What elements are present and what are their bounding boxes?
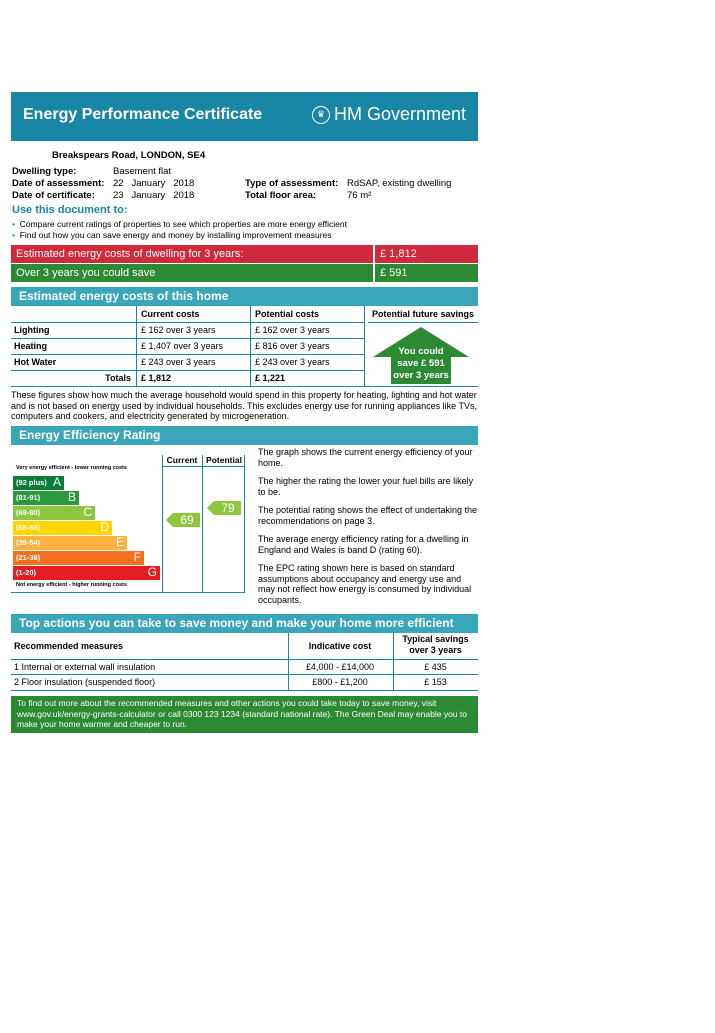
costs-note: These figures show how much the average household would spend in this property for heating, lighting and hot water and is not based on energy used by individual households. This excludes energy use for running appliances like TVs, computers and cookers, and electricity generated by microgeneration.: [11, 390, 477, 421]
rating-paragraph: The EPC rating shown here is based on standard assumptions about occupancy and energy use and may not reflect how energy is consumed by individual occupants.: [258, 563, 472, 605]
current-rating-value: 69: [180, 513, 194, 527]
measure-2-saving: £ 153: [424, 677, 447, 687]
chart-divider: [162, 466, 245, 467]
could-save-label: Over 3 years you could save: [16, 267, 156, 279]
hot-water-potential: £ 243 over 3 years: [255, 357, 330, 367]
actions-table: [11, 633, 478, 691]
rating-paragraph: The higher the rating the lower your fuel bills are likely to be.: [258, 476, 474, 497]
band-letter: G: [147, 565, 157, 579]
totals-current: £ 1,812: [141, 373, 172, 383]
savings-line: save £ 591: [397, 358, 445, 369]
column-potential: Potential: [206, 455, 242, 465]
band-letter: F: [133, 550, 141, 564]
bottom-efficiency-note: Not energy efficient - higher running costs: [16, 582, 127, 588]
rating-paragraph: The average energy efficiency rating for a dwelling in England and Wales is band D (rating 60).: [258, 534, 469, 555]
rating-section-heading: Energy Efficiency Rating: [11, 426, 478, 445]
measure-1-cost: £4,000 - £14,000: [305, 662, 375, 672]
use-document-heading: Use this document to:: [12, 204, 128, 216]
band-letter: C: [83, 505, 92, 519]
measure-1-saving: £ 435: [424, 662, 447, 672]
lighting-potential: £ 162 over 3 years: [255, 325, 330, 335]
hm-government-logo: [312, 104, 466, 125]
floor-area-label: Total floor area:: [245, 190, 317, 201]
rating-band-c: [13, 506, 95, 520]
use-document-list: [12, 219, 347, 241]
band-range: (39-54): [16, 538, 41, 547]
rating-band-e: [13, 536, 127, 550]
heating-potential: £ 816 over 3 years: [255, 341, 330, 351]
totals-label: Totals: [105, 373, 131, 383]
rating-band-d: [13, 521, 112, 535]
actions-section-heading: Top actions you can take to save money and make your home more efficient: [11, 614, 478, 633]
assessment-type-label: Type of assessment:: [245, 178, 339, 189]
table-divider: [368, 322, 478, 323]
table-divider: [393, 633, 394, 690]
assessment-date-value: 22 January 2018: [113, 178, 195, 189]
measure-2: 2 Floor insulation (suspended floor): [14, 677, 156, 687]
table-divider: [136, 306, 137, 386]
heating-current: £ 1,407 over 3 years: [141, 341, 224, 351]
top-efficiency-note: Very energy efficient - lower running costs: [16, 465, 127, 471]
header-current-costs: Current costs: [141, 309, 200, 319]
band-range: (1-20): [16, 568, 37, 577]
dwelling-type-label: Dwelling type:: [12, 166, 77, 177]
estimated-cost-value: £ 1,812: [375, 245, 478, 263]
header-recommended-measures: Recommended measures: [14, 641, 124, 651]
row-label-hot-water: Hot Water: [14, 357, 57, 367]
assessment-type-value: RdSAP, existing dwelling: [347, 178, 452, 189]
row-label-heating: Heating: [14, 341, 48, 351]
band-range: (21-38): [16, 553, 41, 562]
band-letter: E: [115, 535, 124, 549]
column-current: Current: [166, 455, 198, 465]
logo-text: HM Government: [333, 104, 466, 124]
table-divider: [11, 370, 364, 371]
chart-divider: [11, 592, 245, 593]
table-divider: [11, 338, 364, 339]
header-indicative-cost: Indicative cost: [308, 641, 372, 651]
table-divider: [250, 306, 251, 386]
measure-2-cost: £800 - £1,200: [312, 677, 368, 687]
header-potential-costs: Potential costs: [255, 309, 320, 319]
table-divider: [11, 690, 478, 691]
savings-line: You could: [398, 346, 444, 357]
costs-table: [11, 306, 478, 386]
estimated-cost-label: Estimated energy costs of dwelling for 3 years:: [16, 248, 244, 260]
savings-arrow-text: [391, 346, 451, 382]
table-divider: [11, 386, 478, 387]
chart-divider: [202, 455, 203, 592]
could-save-value: £ 591: [375, 264, 478, 282]
rating-band-b: [13, 491, 79, 505]
chart-divider: [244, 455, 245, 592]
header-banner: [11, 92, 478, 141]
table-divider: [11, 674, 478, 675]
hot-water-current: £ 243 over 3 years: [141, 357, 216, 367]
efficiency-rating-chart: [11, 455, 258, 593]
estimated-cost-bar: [11, 245, 373, 263]
potential-rating-value: 79: [221, 501, 235, 515]
rating-band-a: [13, 476, 64, 490]
certificate-date-value: 23 January 2018: [113, 190, 195, 201]
band-letter: A: [52, 475, 61, 489]
table-divider: [11, 322, 364, 323]
floor-area-value: 76 m²: [347, 190, 372, 201]
list-item: • Compare current ratings of properties to see which properties are more energy efficient: [12, 219, 347, 229]
header-typical-savings: Typical savings over 3 years: [402, 634, 469, 655]
band-range: (69-80): [16, 508, 41, 517]
band-range: (81-91): [16, 493, 41, 502]
savings-line: over 3 years: [393, 370, 449, 381]
footer-info-box: To find out more about the recommended measures and other actions you could take today to save money, visit www.gov.uk/energy-grants-calculator or call 0300 123 1234 (standard national rate). The Green Deal may enable you to make your home warmer and cheaper to run.: [11, 696, 478, 733]
table-divider: [364, 306, 365, 386]
band-range: (55-68): [16, 523, 41, 532]
rating-band-g: [13, 566, 160, 580]
page-title: Energy Performance Certificate: [23, 106, 263, 123]
dwelling-type-value: Basement flat: [113, 166, 172, 177]
row-label-lighting: Lighting: [14, 325, 50, 335]
band-range: (92 plus): [16, 478, 47, 487]
chart-divider: [162, 455, 163, 592]
table-divider: [11, 354, 364, 355]
list-item: • Find out how you can save energy and money by installing improvement measures: [12, 230, 332, 240]
assessment-date-label: Date of assessment:: [12, 178, 105, 189]
rating-paragraph: The potential rating shows the effect of undertaking the recommendations on page 3.: [258, 505, 477, 526]
table-divider: [11, 659, 478, 660]
table-divider: [288, 633, 289, 690]
rating-paragraph: The graph shows the current energy efficiency of your home.: [258, 447, 473, 468]
header-future-savings: Potential future savings: [371, 309, 475, 319]
band-letter: B: [67, 490, 76, 504]
could-save-bar: [11, 264, 373, 282]
costs-section-heading: Estimated energy costs of this home: [11, 287, 478, 306]
measure-1: 1 Internal or external wall insulation: [14, 662, 156, 672]
property-address: Breakspears Road, LONDON, SE4: [52, 150, 206, 161]
band-letter: D: [100, 520, 109, 534]
lighting-current: £ 162 over 3 years: [141, 325, 216, 335]
rating-band-f: [13, 551, 144, 565]
royal-crest-icon: ♛: [312, 106, 330, 124]
totals-potential: £ 1,221: [255, 373, 286, 383]
certificate-date-label: Date of certificate:: [12, 190, 95, 201]
rating-explanation: [258, 447, 478, 605]
